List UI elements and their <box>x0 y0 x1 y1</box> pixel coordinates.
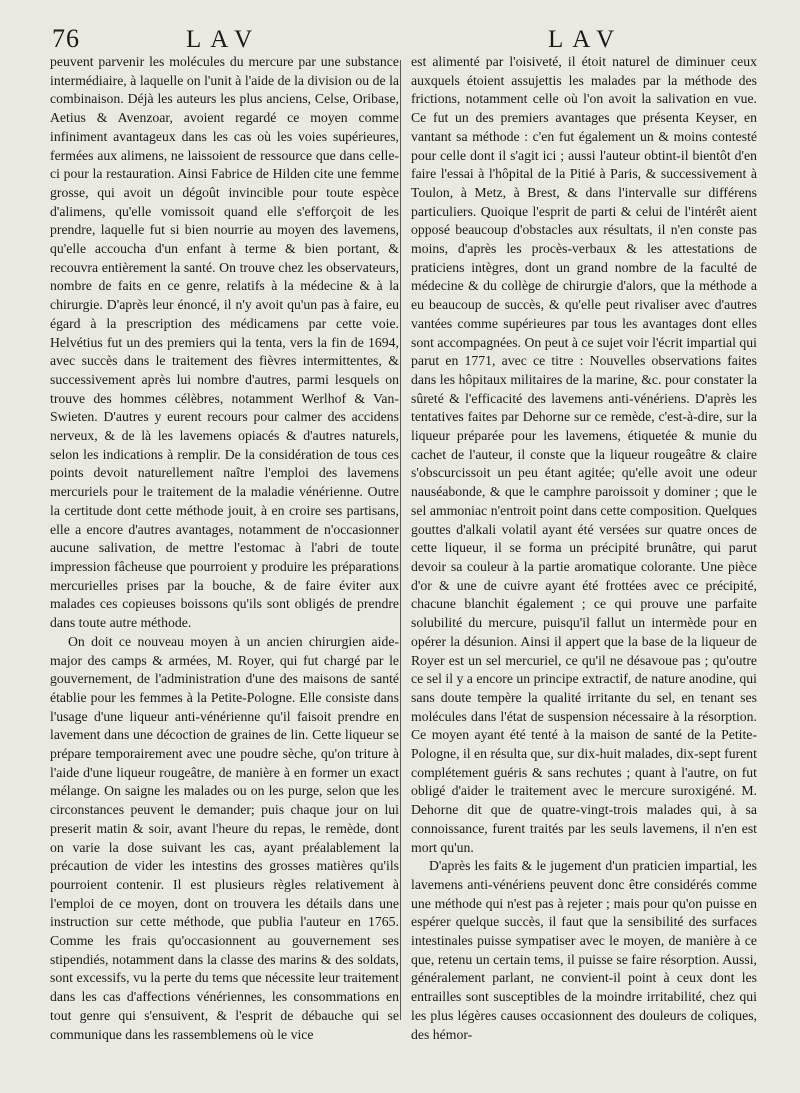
running-head-left: LAV <box>186 26 262 53</box>
right-text-column <box>411 53 757 1044</box>
page-header <box>0 22 800 56</box>
page-number: 76 <box>52 24 80 53</box>
running-head-right: LAV <box>548 26 624 53</box>
paragraph: peuvent parvenir les molécules du mercure par une substance intermédiaire, à laquelle on l'unit à l'aide de la division ou de la combinaison. Déjà les auteurs les plus anciens, Celse, Oribase, Aetius & Avenzoar, avoient regardé ce moyen comme infiniment avantageux dans les cas où les voies supérieures, fermées aux alimens, ne laissoient de ressource que dans celle-ci pour la restauration. Ainsi Fabrice de Hilden cite une femme grosse, qui avoit un dégoût invincible pour toute espèce d'alimens, qu'elle vomissoit quand elle s'efforçoit de les prendre, laquelle fut si bien nourrie au moyen des lavemens, qu'elle accoucha d'un enfant à terme & bien portant, & recouvra entièrement la santé. On trouve chez les observateurs, nombre de faits en ce genre, relatifs à la médecine & à la chirurgie. D'après leur énoncé, il n'y avoit qu'un pas à faire, eu égard à la prescription des médicamens par cette voie. Helvétius fut un des premiers qui la tenta, vers la fin de 1694, avec succès dans le traitement des fièvres intermittentes, & successivement après lui nombre d'autres, parmi lesquels on trouve des hommes célèbres, notamment Werlhof & Van-Swieten. D'autres y eurent recours pour calmer des accidens nerveux, & de là les lavemens opiacés & d'autres naturels, selon les indications à remplir. De la considération de tous ces points devoit naturellement naître l'emploi des lavemens mercuriels pour le traitement de la maladie vénérienne. Outre la certitude dont cette méthode jouit, à en croire ses partisans, elle a encore d'autres avantages, notamment de n'occasionner aucune salivation, de mettre l'estomac à l'abri de toute impression fâcheuse que pourroient y produire les préparations mercurielles prises par la bouche, & de faire éviter aux malades ces copieuses boissons qu'ils sont obligés de prendre dans toute autre méthode. <box>50 54 399 631</box>
column-divider <box>400 60 401 1020</box>
paragraph: est alimenté par l'oisiveté, il étoit naturel de diminuer ceux auxquels étoient assujettis les malades par la méthode des frictions, notamment celle où l'on avoit la salivation en vue. Ce fut un des premiers avantages que présenta Keyser, en vantant sa méthode : c'en fut également un & moins contesté pour celle dont il s'agit ici ; aussi l'auteur obtint-il bientôt d'en faire l'essai à l'hôpital de la Pitié à Paris, & successivement à Toulon, à Metz, à Brest, & dans l'intervalle sur différens particuliers. Quoique l'esprit de parti & celui de l'intérêt aient opposé beaucoup d'obstacles aux résultats, il n'en conste pas moins, d'après les procès-verbaux & les attestations de praticiens intègres, dont un grand nombre de la faculté de médecine & du collège de chirurgie d'alors, que la méthode a eu beaucoup de succès, & qu'elle peut rivaliser avec d'autres vantées comme supérieures par tous les avantages dont elles sont accompagnées. On peut à ce sujet voir l'écrit impartial qui parut en 1771, avec ce titre : Nouvelles observations faites dans les hôpitaux militaires de la marine, &c. pour constater la sûreté & l'efficacité des lavemens anti-vénériens. D'après les tentatives faites par Dehorne sur ce remède, c'est-à-dire, sur la liqueur préparée pour les lavemens, étiquetée & munie du cachet de l'auteur, il conste que la liqueur rougeâtre & claire s'obscurcissoit un peu étant agitée; qu'elle avoit une odeur nauséabonde, & que le camphre paroissoit y dominer ; que le sel ammoniac n'entroit point dans cette composition. Quelques gouttes d'alkali volatil ayant été versées sur quatre onces de cette liqueur, il se forma un précipité brunâtre, qui parut devoir sa couleur à la partie aromatique colorante. Une pièce d'or & une de cuivre ayant été frottées avec ce précipité, chacune blanchit également ; ce qui prouve une parfaite solubilité du mercure, puisqu'il fallut un intermède pour en opérer la désunion. Ainsi il appert que la base de la liqueur de Royer est un sel mercuriel, ce qu'il ne désavoue pas ; qu'outre ce sel il y a encore un principe extractif, de nature anodine, qui sans doute tempère la qualité irritante du sel, en tenant ses molécules dans l'état de suspension nécessaire à la résorption. Ce moyen ayant été tenté à la maison de santé de la Petite-Pologne, il en résulta que, sur dix-huit malades, dix-sept furent complétement guéris & sans rechutes ; quant à l'autre, on fut obligé d'aider le traitement avec le mercure suroxigéné. M. Dehorne dit que de quatre-vingt-trois malades qui, à sa connoissance, furent traités par les seuls lavemens, il n'en est mort qu'un. <box>411 54 757 855</box>
left-text-column <box>50 53 399 1044</box>
paragraph: D'après les faits & le jugement d'un praticien impartial, les lavemens anti-vénériens peuvent donc être considérés comme une méthode qui n'est pas à rejeter ; mais pour qu'on puisse en espérer quelque succès, il faut que la sensibilité des surfaces intestinales puisse sympatiser avec le moyen, de manière à ce que, retenu un certain tems, il puisse se faire résorption. Aussi, généralement parlant, ne convient-il point à ceux dont les entrailles sont susceptibles de la moindre irritabilité, chez qui les plus légères causes occasionnent des douleurs de coliques, des hémor- <box>411 858 757 1042</box>
paragraph: On doit ce nouveau moyen à un ancien chirurgien aide-major des camps & armées, M. Royer, qui fut chargé par le gouvernement, de l'administration d'une des maisons de santé établie pour les femmes à la Petite-Pologne. Elle consiste dans l'usage d'une liqueur anti-vénérienne qu'il faisoit prendre en lavement dans une décoction de graines de lin. Cette liqueur se prépare temporairement avec une poudre sèche, qu'on triture à l'aide d'une liqueur rougeâtre, de manière à en former un exact mélange. On saigne les malades ou on les purge, selon que les circonstances peuvent le demander; puis chaque jour on lui preserit matin & soir, avant l'heure du repas, le remède, dont on varie la dose suivant les cas, ayant préalablement la précaution de vider les intestins des grosses matières qu'ils pourroient contenir. Il est plusieurs règles relativement à l'emploi de ce moyen, dont on trouvera les détails dans une instruction sur cette méthode, que publia l'auteur en 1765. Comme les frais qu'occasionnent au gouvernement ses stipendiés, notamment dans la classe des marins & des soldats, sont excessifs, vu la perte du tems que nécessite leur traitement dans les cas d'affections vénériennes, les consommations en tout genre qui s'ensuivent, & l'esprit de débauche qui se communique dans les rassemblemens où le vice <box>50 633 399 1042</box>
